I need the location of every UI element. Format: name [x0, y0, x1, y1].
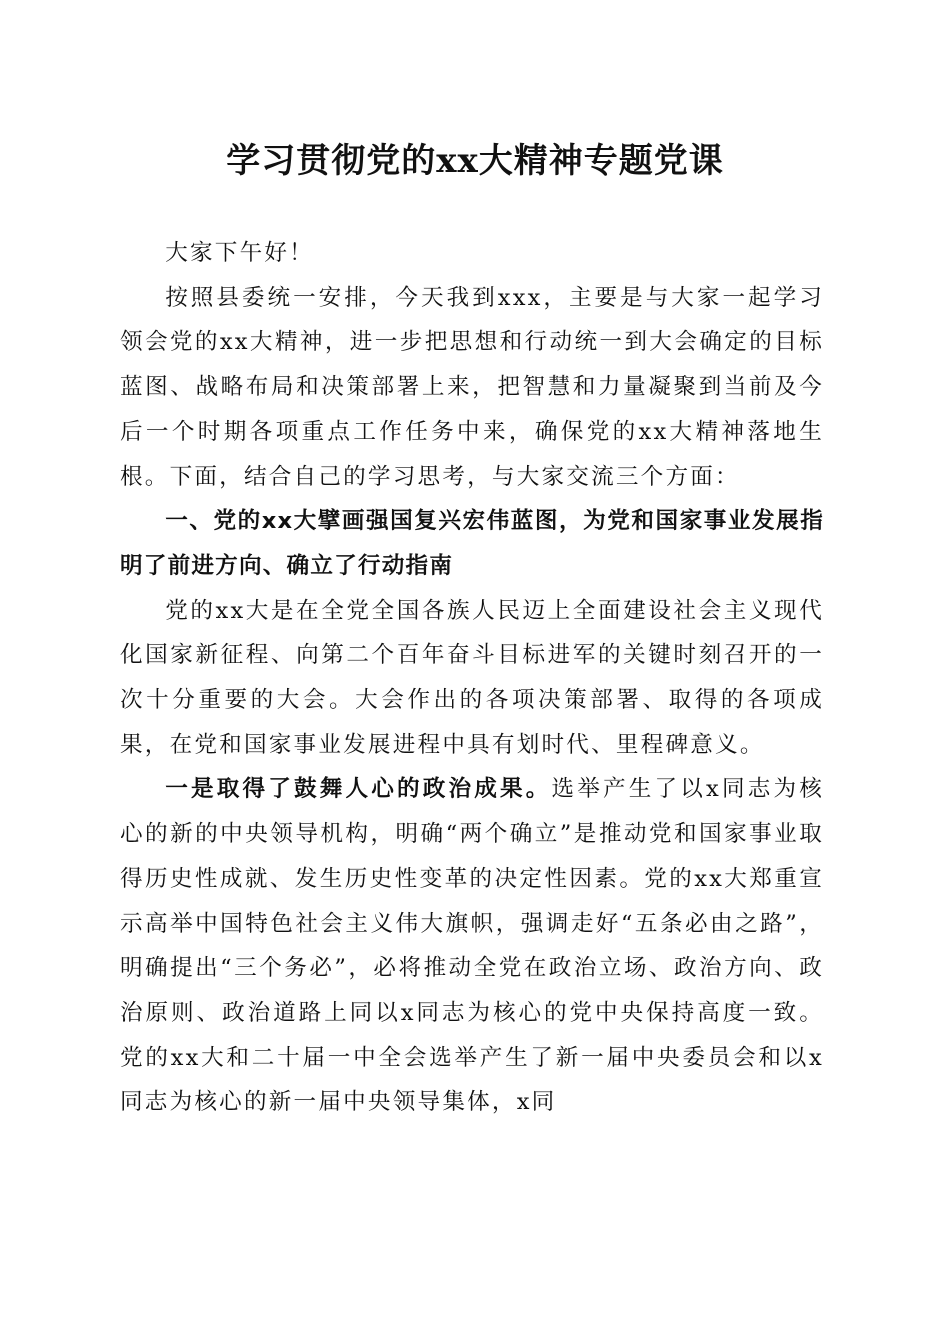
intro-paragraph: 按照县委统一安排，今天我到xxx，主要是与大家一起学习领会党的xx大精神，进一步把思想和行动统一到大会确定的目标蓝图、战略布局和决策部署上来，把智慧和力量凝聚到当前及今后一个时期各项重点工作任务中来，确保党的xx大精神落地生根。下面，结合自己的学习思考，与大家交流三个方面： [120, 284, 824, 490]
greeting-paragraph: 大家下午好！ [165, 240, 314, 266]
document-title: 学习贯彻党的xx大精神专题党课 [226, 141, 724, 181]
document-body [120, 231, 824, 1125]
section-heading: 一、党的xx大擘画强国复兴宏伟蓝图，为党和国家事业发展指明了前进方向、确立了行动指南 [120, 508, 824, 579]
paragraph-lead-phrase: 一是取得了鼓舞人心的政治成果。 [165, 776, 552, 803]
body-paragraph: 党的xx大是在全党全国各族人民迈上全面建设社会主义现代化国家新征程、向第二个百年奋斗目标进军的关键时刻召开的一次十分重要的大会。大会作出的各项决策部署、取得的各项成果，在党和国家事业发展进程中具有划时代、里程碑意义。 [120, 597, 824, 758]
body-paragraph-political-results [120, 767, 824, 1125]
paragraph-body-text: 选举产生了以x同志为核心的新的中央领导机构，明确“两个确立”是推动党和国家事业取得历史性成就、发生历史性变革的决定性因素。党的xx大郑重宣示高举中国特色社会主义伟大旗帜，强调走好“五条必由之路”，明确提出“三个务必”，必将推动全党在政治立场、政治方向、政治原则、政治道路上同以x同志为核心的党中央保持高度一致。党的xx大和二十届一中全会选举产生了新一届中央委员会和以x同志为核心的新一届中央领导集体，x同 [120, 776, 825, 1116]
